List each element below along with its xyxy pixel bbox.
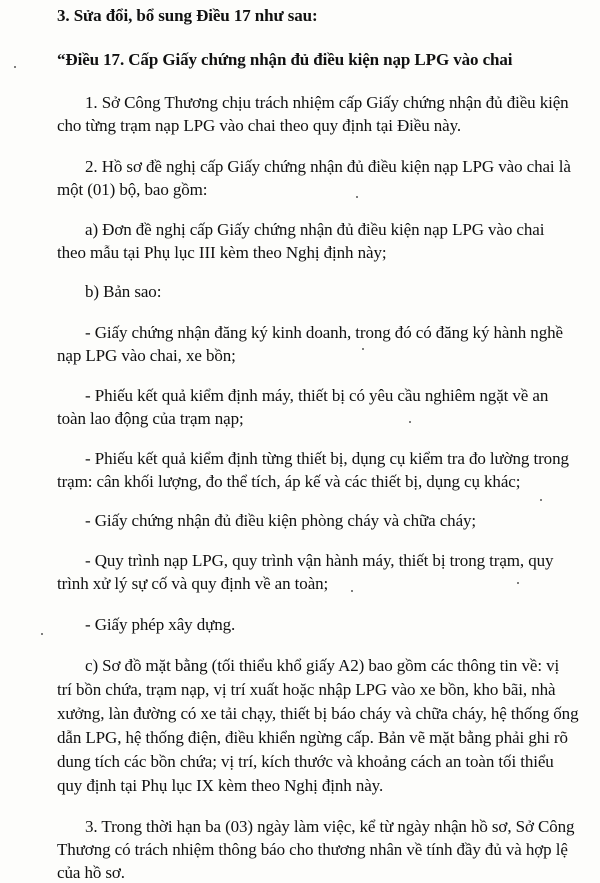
scan-speck [356,196,358,198]
scan-speck [41,633,43,635]
item-b1-line-1: - Giấy chứng nhận đăng ký kinh doanh, trong đó có đăng ký hành nghề [85,323,563,342]
scan-speck [362,348,364,350]
paragraph-3-line-3: của hồ sơ. [57,863,125,882]
item-c-line-3: xưởng, làn đường có xe tải chạy, thiết bị báo cháy và chữa cháy, hệ thống ống [57,704,579,723]
item-b2-line-1: - Phiếu kết quả kiểm định máy, thiết bị có yêu cầu nghiêm ngặt về an [85,386,549,405]
article-title: “Điều 17. Cấp Giấy chứng nhận đủ điều kiện nạp LPG vào chai [57,50,513,69]
item-b4: - Giấy chứng nhận đủ điều kiện phòng cháy và chữa cháy; [85,511,477,530]
item-a-line-1: a) Đơn đề nghị cấp Giấy chứng nhận đủ điều kiện nạp LPG vào chai [85,220,545,239]
scan-speck [409,421,411,423]
item-b5-line-1: - Quy trình nạp LPG, quy trình vận hành máy, thiết bị trong trạm, quy [85,551,554,570]
scan-speck [540,499,542,501]
scan-speck [351,590,353,592]
paragraph-3-line-2: Thương có trách nhiệm thông báo cho thương nhân về tính đầy đủ và hợp lệ [57,840,568,859]
scan-speck [517,582,519,584]
item-c-line-4: dẫn LPG, hệ thống điện, điều khiển ngừng cấp. Bản vẽ mặt bằng phải ghi rõ [57,728,568,747]
paragraph-1-line-1: 1. Sở Công Thương chịu trách nhiệm cấp Giấy chứng nhận đủ điều kiện [85,93,569,112]
paragraph-1-line-2: cho từng trạm nạp LPG vào chai theo quy định tại Điều này. [57,116,462,135]
item-b3-line-1: - Phiếu kết quả kiểm định từng thiết bị, dụng cụ kiểm tra đo lường trong [85,449,569,468]
item-b2-line-2: toàn lao động của trạm nạp; [57,409,244,428]
item-b: b) Bản sao: [85,282,162,301]
item-b5-line-2: trình xử lý sự cố và quy định về an toàn; [57,574,329,593]
item-c-line-5: dung tích các bồn chứa; vị trí, kích thước và khoảng cách an toàn tối thiểu [57,752,554,771]
item-c-line-6: quy định tại Phụ lục IX kèm theo Nghị định này. [57,776,384,795]
item-a-line-2: theo mẫu tại Phụ lục III kèm theo Nghị định này; [57,243,387,262]
scan-speck [14,66,16,68]
item-c-line-2: trí bồn chứa, trạm nạp, vị trí xuất hoặc nhập LPG vào xe bồn, kho bãi, nhà [57,680,556,699]
section-heading: 3. Sửa đổi, bổ sung Điều 17 như sau: [57,6,318,25]
paragraph-2-line-2: một (01) bộ, bao gồm: [57,180,208,199]
paragraph-3-line-1: 3. Trong thời hạn ba (03) ngày làm việc, kể từ ngày nhận hồ sơ, Sở Công [85,817,575,836]
item-b6: - Giấy phép xây dựng. [85,615,236,634]
paragraph-2-line-1: 2. Hồ sơ đề nghị cấp Giấy chứng nhận đủ điều kiện nạp LPG vào chai là [85,157,571,176]
item-b1-line-2: nạp LPG vào chai, xe bồn; [57,346,236,365]
item-b3-line-2: trạm: cân khối lượng, đo thể tích, áp kế và các thiết bị, dụng cụ khác; [57,472,521,491]
item-c-line-1: c) Sơ đồ mặt bằng (tối thiểu khổ giấy A2) bao gồm các thông tin về: vị [85,656,560,675]
